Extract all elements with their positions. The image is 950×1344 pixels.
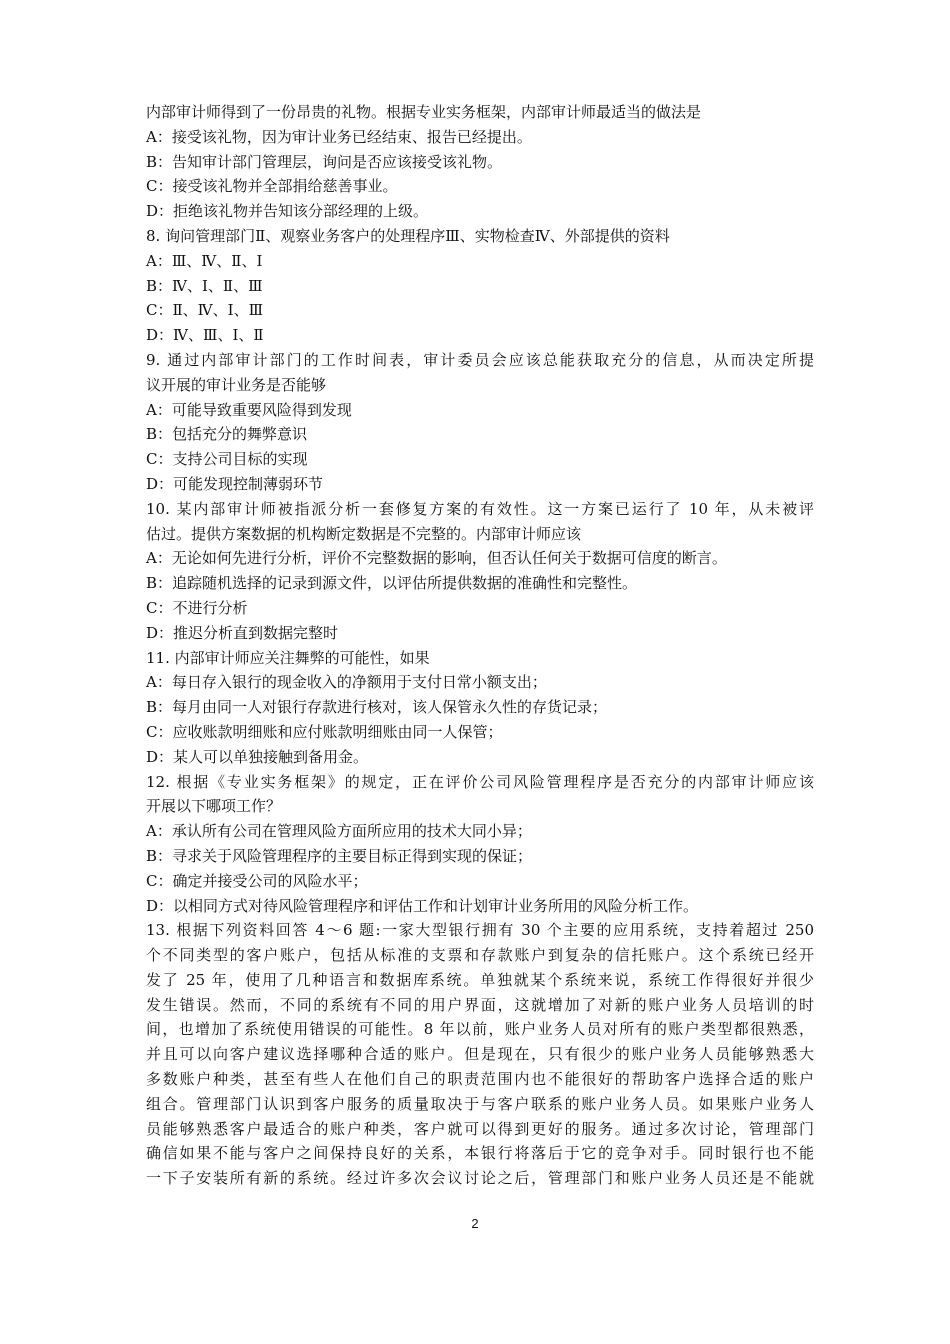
text-line: 11. 内部审计师应关注舞弊的可能性，如果	[146, 648, 430, 667]
text-line: 13. 根据下列资料回答 4～6 题:一家大型银行拥有 30 个主要的应用系统，支持着超过 250	[146, 921, 814, 940]
text-line: 8. 询问管理部门Ⅱ、观察业务客户的处理程序Ⅲ、实物检查Ⅳ、外部提供的资料	[146, 226, 670, 245]
text-line: A：Ⅲ、Ⅳ、Ⅱ、Ⅰ	[146, 251, 263, 270]
text-line: D：拒绝该礼物并告知该分部经理的上级。	[146, 202, 429, 221]
text-line: A：接受该礼物，因为审计业务已经结束、报告已经提出。	[146, 127, 532, 146]
text-line: A：无论如何先进行分析，评价不完整数据的影响，但否认任何关于数据可信度的断言。	[146, 549, 727, 568]
text-line: 发生错误。然而，不同的系统有不同的用户界面，这就增加了对新的账户业务人员培训的时	[146, 995, 814, 1014]
text-line: 开展以下哪项工作？	[146, 797, 282, 816]
text-line: C：应收账款明细账和应付账款明细账由同一人保管；	[146, 722, 503, 741]
text-line: 间，也增加了系统使用错误的可能性。8 年以前，账户业务人员对所有的账户类型都很熟悉，	[146, 1020, 814, 1039]
text-line: D：可能发现控制薄弱环节	[146, 474, 324, 493]
text-line: A：可能导致重要风险得到发现	[146, 400, 352, 419]
text-line: A：每日存入银行的现金收入的净额用于支付日常小额支出；	[146, 673, 547, 692]
text-line: C：接受该礼物并全部捐给慈善事业。	[146, 177, 398, 196]
text-line: 估过。提供方案数据的机构断定数据是不完整的。内部审计师应该	[146, 524, 582, 543]
text-line: C：确定并接受公司的风险水平；	[146, 871, 368, 890]
text-line: 并且可以向客户建议选择哪种合适的账户。但是现在，只有很少的账户业务人员能够熟悉大	[146, 1045, 814, 1064]
text-line: D：某人可以单独接触到备用金。	[146, 747, 369, 766]
text-line: B：每月由同一人对银行存款进行核对，该人保管永久性的存货记录；	[146, 698, 608, 717]
text-line: 议开展的审计业务是否能够	[146, 375, 327, 394]
text-line: 发了 25 年，使用了几种语言和数据库系统。单独就某个系统来说，系统工作得很好并很少	[146, 970, 814, 989]
text-line: B：Ⅳ、Ⅰ、Ⅱ、Ⅲ	[146, 276, 263, 295]
text-line: D：推迟分析直到数据完整时	[146, 623, 339, 642]
text-line: 12. 根据《专业实务框架》的规定，正在评价公司风险管理程序是否充分的内部审计师应该	[146, 772, 814, 791]
text-line: B：寻求关于风险管理程序的主要目标正得到实现的保证；	[146, 846, 533, 865]
text-line: 确信如果不能与客户之间保持良好的关系，本银行将落后于它的竞争对手。同时银行也不能	[146, 1144, 814, 1163]
text-line: D：以相同方式对待风险管理程序和评估工作和计划审计业务所用的风险分析工作。	[146, 896, 699, 915]
text-line: 10. 某内部审计师被指派分析一套修复方案的有效性。这一方案已运行了 10 年，从未被评	[146, 499, 814, 518]
text-line: B：告知审计部门管理层，询问是否应该接受该礼物。	[146, 152, 503, 171]
text-line: 组合。管理部门认识到客户服务的质量取决于与客户联系的账户业务人员。如果账户业务人	[146, 1094, 814, 1113]
text-line: B：包括充分的舞弊意识	[146, 425, 308, 444]
text-line: C：支持公司目标的实现	[146, 450, 308, 469]
text-line: C：不进行分析	[146, 598, 248, 617]
text-line: 9. 通过内部审计部门的工作时间表，审计委员会应该总能获取充分的信息，从而决定所提	[146, 350, 814, 369]
text-line: A：承认所有公司在管理风险方面所应用的技术大同小异；	[146, 822, 532, 841]
document-body	[146, 100, 814, 1191]
text-line: 个不同类型的客户账户，包括从标准的支票和存款账户到复杂的信托账户。这个系统已经开	[146, 946, 814, 965]
text-line: 一下子安装所有新的系统。经过许多次会议讨论之后，管理部门和账户业务人员还是不能就	[146, 1169, 814, 1188]
text-line: 内部审计师得到了一份昂贵的礼物。根据专业实务框架，内部审计师最适当的做法是	[146, 103, 702, 121]
text-line: 多数账户种类，甚至有些人在他们自己的职责范围内也不能很好的帮助客户选择合适的账户	[146, 1070, 814, 1089]
text-line: B：追踪随机选择的记录到源文件，以评估所提供数据的准确性和完整性。	[146, 574, 638, 593]
text-line: C：Ⅱ、Ⅳ、Ⅰ、Ⅲ	[146, 301, 264, 320]
text-line: 员能够熟悉客户最适合的账户种类，客户就可以得到更好的服务。通过多次讨论，管理部门	[146, 1119, 814, 1138]
page-number: 2	[471, 1216, 479, 1231]
text-line: D：Ⅳ、Ⅲ、Ⅰ、Ⅱ	[146, 326, 264, 345]
